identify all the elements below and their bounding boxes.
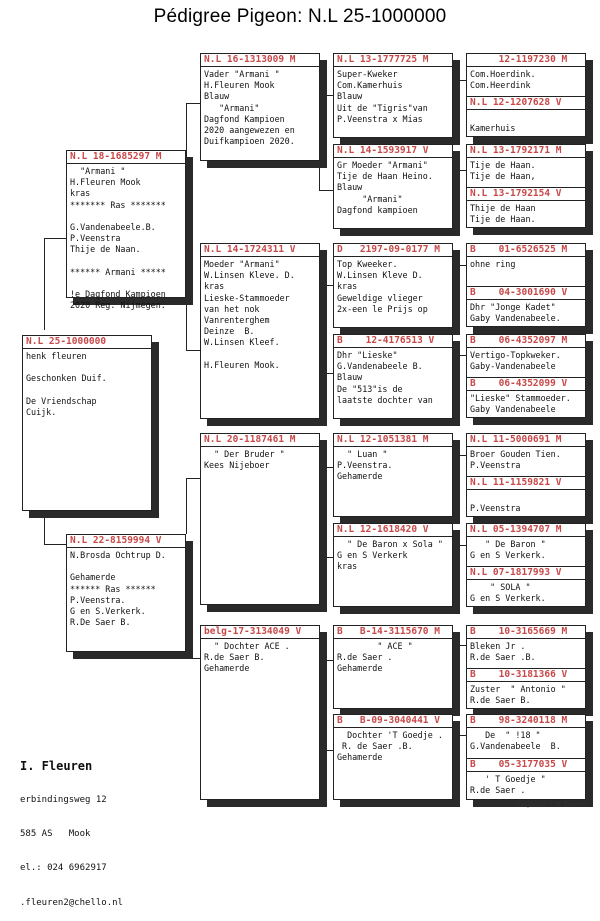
connector xyxy=(452,545,466,546)
text-line: Super-Kweker xyxy=(337,69,398,79)
text-line: G en S Verkerk. xyxy=(470,550,546,561)
footer-credit: Compuclub © H. Fleuren xyxy=(514,800,586,808)
ring-number: N.L 12-1618420 V xyxy=(334,524,452,537)
text-line: Kees Nijeboer xyxy=(204,460,270,471)
ring-number: N.L 07-1817993 V xyxy=(467,567,585,580)
ring-number: N.L 14-1593917 V xyxy=(334,145,452,158)
text-line: " Der Bruder " xyxy=(204,449,285,459)
ring-number: B 12-4176513 V xyxy=(334,335,452,348)
text-line: ****** Ras ****** xyxy=(70,583,156,594)
text-line: P.Veenstra. xyxy=(70,594,126,605)
connector xyxy=(452,170,466,171)
connector xyxy=(452,355,466,356)
ring-number: B 06-4352097 M xyxy=(467,335,585,348)
card-text xyxy=(334,639,452,677)
ggp-pair-card xyxy=(466,243,586,327)
text-line: Geweldige vlieger xyxy=(337,292,423,303)
text-line: Thije de Haan xyxy=(470,203,536,213)
connector xyxy=(186,350,200,351)
text-line: Blauw xyxy=(337,372,363,383)
ring-number: belg-17-3134049 V xyxy=(201,626,319,639)
text-line: De "513"is de xyxy=(337,383,403,394)
ggp-entry xyxy=(467,244,585,286)
connector xyxy=(186,658,200,659)
ggp-card xyxy=(333,433,453,517)
text-line: R.de Saer B. xyxy=(204,652,265,663)
ring-number: N.L 18-1685297 M xyxy=(67,151,185,164)
text-line: " Dochter ACE . xyxy=(204,641,290,651)
text-line: R.de Saer . xyxy=(337,652,393,663)
text-line: kras xyxy=(204,281,225,292)
connector xyxy=(186,290,187,350)
card-text xyxy=(467,639,585,665)
card-text xyxy=(467,67,585,93)
text-line: Cuijk. xyxy=(26,406,57,417)
page-title: Pédigree Pigeon: N.L 25-1000000 xyxy=(153,6,447,27)
text-line: Deinze B. xyxy=(204,326,255,337)
ggp-entry xyxy=(467,758,585,802)
text-line: Kamerhuis xyxy=(470,123,516,134)
connector xyxy=(452,455,466,456)
granddam-paternal-card xyxy=(200,243,320,419)
ring-number: N.L 25-1000000 xyxy=(23,336,151,349)
text-line: H.Fleuren Mook. xyxy=(204,359,280,370)
card-text xyxy=(467,772,585,798)
connector xyxy=(319,190,333,191)
breeder-line: el.: 024 6962917 xyxy=(20,863,107,874)
text-line: ohne ring xyxy=(470,259,516,269)
connector xyxy=(44,238,66,239)
text-line: kras xyxy=(337,561,358,572)
text-line: Gehamerde xyxy=(337,471,383,482)
text-line: Bleken Jr . xyxy=(470,641,526,651)
text-line xyxy=(70,561,182,572)
connector xyxy=(44,544,66,545)
text-line: Com.Heerdink xyxy=(470,80,531,91)
text-line: 2x-een le Prijs op xyxy=(337,303,428,314)
text-line: "Lieske" Stammoeder. xyxy=(470,393,571,403)
card-text xyxy=(467,391,585,417)
granddam-maternal-card xyxy=(200,625,320,800)
card-text xyxy=(467,537,585,563)
ggp-entry xyxy=(467,286,585,329)
card-text xyxy=(201,447,319,473)
card-text xyxy=(201,257,319,373)
ring-number: B 04-3001690 V xyxy=(467,287,585,300)
connector xyxy=(319,285,333,286)
text-line: Tije de Haan Heino. xyxy=(337,171,433,182)
text-line: Vertigo-Topkweker. xyxy=(470,350,561,360)
text-line xyxy=(470,492,582,503)
connector xyxy=(44,510,45,544)
text-line: Dagfond Kampioen xyxy=(204,113,285,124)
ggp-entry xyxy=(467,96,585,139)
text-line: Thije de Naan. xyxy=(70,244,141,255)
text-line: Gehamerde xyxy=(337,752,383,763)
text-line: Gehamerde xyxy=(337,663,383,674)
ggp-entry xyxy=(467,668,585,711)
ring-number: B 10-3181366 V xyxy=(467,669,585,682)
ring-number: D 2197-09-0177 M xyxy=(334,244,452,257)
grandsire-maternal-card xyxy=(200,433,320,605)
ggp-pair-card xyxy=(466,334,586,418)
card-text xyxy=(467,257,585,272)
text-line: " De Baron " xyxy=(470,539,546,549)
text-line: " SOLA " xyxy=(470,582,531,592)
text-line: P.Veenstra xyxy=(70,233,121,244)
ring-number: N.L 12-1051381 M xyxy=(334,434,452,447)
text-line: ****** Armani ***** xyxy=(70,266,166,277)
text-line: N.Brosda Ochtrup D. xyxy=(70,550,166,560)
text-line xyxy=(70,278,182,289)
ggp-pair-card xyxy=(466,144,586,228)
ring-number: N.L 14-1724311 V xyxy=(201,244,319,257)
text-line: " De Baron x Sola " xyxy=(337,539,443,549)
card-text xyxy=(334,67,452,127)
card-text xyxy=(334,537,452,575)
text-line: Dochter 'T Goedje . xyxy=(337,730,443,740)
connector xyxy=(452,735,466,736)
text-line: Vanrenterghem xyxy=(204,315,270,326)
connector xyxy=(319,557,333,558)
text-line: P.Veenstra x Mias xyxy=(337,113,423,124)
text-line: Duifkampioen 2020. xyxy=(204,136,295,147)
text-line: henk fleuren xyxy=(26,351,87,361)
text-line: Gehamerde xyxy=(70,572,116,583)
text-line: R.de Saer .B. xyxy=(470,652,536,663)
ring-number: N.L 13-1777725 M xyxy=(334,54,452,67)
connector xyxy=(186,103,200,104)
ring-number: N.L 13-1792154 V xyxy=(467,188,585,201)
text-line: R.de Saer B. xyxy=(470,695,531,706)
text-line: Com.Kamerhuis xyxy=(337,80,403,91)
ring-number: N.L 20-1187461 M xyxy=(201,434,319,447)
ring-number: N.L 13-1792171 M xyxy=(467,145,585,158)
card-text xyxy=(467,158,585,184)
ring-number: B 10-3165669 M xyxy=(467,626,585,639)
card-text xyxy=(467,580,585,606)
card-text xyxy=(201,639,319,677)
ring-number: B B-14-3115670 M xyxy=(334,626,452,639)
text-line: 2020 Reg. Nijmegen. xyxy=(70,300,166,311)
ring-number: 12-1197230 M xyxy=(467,54,585,67)
connector xyxy=(319,660,333,661)
ring-number: N.L 12-1207628 V xyxy=(467,97,585,110)
text-line: Tije de Haan. xyxy=(470,214,536,225)
text-line: G en S Verkerk. xyxy=(470,593,546,604)
text-line: Uit de "Tigris"van xyxy=(337,102,428,113)
card-text xyxy=(334,728,452,766)
breeder-line: erbindingsweg 12 xyxy=(20,795,107,806)
text-line: " Luan " xyxy=(337,449,388,459)
text-line: Broer Gouden Tien. xyxy=(470,449,561,459)
ggp-entry xyxy=(467,566,585,609)
text-line: "Armani" xyxy=(204,102,260,113)
text-line: "Armani " xyxy=(70,166,126,176)
text-line xyxy=(26,362,148,373)
ring-number: N.L 16-1313009 M xyxy=(201,54,319,67)
text-line: Tije de Haan. xyxy=(470,160,536,170)
text-line: laatste dochter van xyxy=(337,394,433,405)
card-text xyxy=(334,348,452,408)
ring-number: N.L 22-8159994 V xyxy=(67,535,185,548)
text-line: P.Veenstra. xyxy=(337,460,393,471)
card-text xyxy=(467,300,585,326)
card-text xyxy=(334,257,452,317)
text-line: Lieske-Stammoeder xyxy=(204,292,290,303)
card-text xyxy=(334,447,452,485)
text-line: P.Veenstra xyxy=(470,503,521,514)
ring-number: N.L 11-5000691 M xyxy=(467,434,585,447)
ggp-card xyxy=(333,334,453,419)
text-line: Gehamerde xyxy=(204,663,250,674)
connector xyxy=(319,95,333,96)
ring-number: B 05-3177035 V xyxy=(467,759,585,772)
connector xyxy=(319,160,320,190)
ggp-card xyxy=(333,625,453,709)
breeder-line: .fleuren2@chello.nl xyxy=(20,897,123,908)
connector xyxy=(452,645,466,646)
ring-number: N.L 11-1159821 V xyxy=(467,477,585,490)
text-line: Blauw xyxy=(337,91,363,102)
text-line xyxy=(26,385,148,396)
card-text xyxy=(67,164,185,314)
breeder-line: 585 AS Mook xyxy=(20,829,91,840)
text-line xyxy=(70,211,182,222)
ggp-entry xyxy=(467,715,585,758)
connector xyxy=(319,467,333,468)
ggp-pair-card xyxy=(466,625,586,709)
ggp-pair-card xyxy=(466,523,586,607)
text-line: ' T Goedje " xyxy=(470,774,546,784)
ggp-entry xyxy=(467,54,585,96)
card-text xyxy=(467,490,585,516)
sire-card xyxy=(66,150,186,311)
text-line: Vader "Armani " xyxy=(204,69,280,79)
ggp-card xyxy=(333,243,453,328)
text-line: "Armani" xyxy=(337,193,403,204)
card-text xyxy=(467,201,585,227)
text-line: van het nok xyxy=(204,303,260,314)
card-text xyxy=(467,447,585,473)
text-line: ******* Ras ******* xyxy=(70,199,166,210)
text-line: W.Linsen Kleve. D. xyxy=(204,270,295,281)
connector xyxy=(186,103,187,160)
text-line: Gaby Vandenabeele xyxy=(470,404,556,415)
text-line: 2020 aangewezen en xyxy=(204,125,295,136)
ggp-entry xyxy=(467,524,585,566)
text-line xyxy=(70,256,182,267)
text-line: Blauw xyxy=(204,91,230,102)
card-text xyxy=(467,728,585,754)
ggp-entry xyxy=(467,377,585,420)
grandsire-paternal-card xyxy=(200,53,320,161)
text-line: Gaby Vandenabeele. xyxy=(470,313,561,324)
ggp-entry xyxy=(467,187,585,230)
text-line: R. de Saer .B. xyxy=(337,741,413,752)
text-line xyxy=(204,349,316,360)
card-text xyxy=(23,349,151,420)
text-line: R.de Saer . xyxy=(470,785,526,796)
connector xyxy=(186,478,187,534)
ring-number: B 06-4352099 V xyxy=(467,378,585,391)
breeder-name: I. Fleuren xyxy=(20,758,93,773)
text-line: H.Fleuren Mook xyxy=(70,177,141,188)
text-line: Dhr "Lieske" xyxy=(337,350,398,360)
ggp-pair-card xyxy=(466,714,586,800)
text-line: " ACE " xyxy=(337,641,413,651)
ggp-entry xyxy=(467,335,585,377)
text-line: Zuster " Antonio " xyxy=(470,684,566,694)
text-line: Tije de Haan, xyxy=(470,171,536,182)
connector xyxy=(452,265,466,266)
text-line: G.Vandenabeele.B. xyxy=(70,222,156,232)
text-line: Dagfond kampioen xyxy=(337,204,418,215)
ring-number: B B-09-3040441 V xyxy=(334,715,452,728)
text-line: G en S.Verkerk. xyxy=(70,606,146,616)
connector xyxy=(319,373,333,374)
text-line: De " !18 " xyxy=(470,730,541,740)
dam-card xyxy=(66,534,186,652)
text-line: Gaby-Vandenabeele xyxy=(470,361,556,372)
text-line: G en S Verkerk xyxy=(337,550,408,561)
subject-card xyxy=(22,335,152,511)
card-text xyxy=(467,348,585,374)
connector xyxy=(186,478,200,479)
ggp-entry xyxy=(467,434,585,476)
text-line: kras xyxy=(70,188,91,199)
text-line: W.Linsen Kleve D. xyxy=(337,270,423,281)
text-line: Moeder "Armani" xyxy=(204,259,280,269)
text-line: W.Linsen Kleef. xyxy=(204,337,280,348)
text-line: G.Vandenabeele B. xyxy=(337,361,423,372)
text-line xyxy=(470,112,582,123)
text-line: Com.Hoerdink. xyxy=(470,69,536,79)
text-line: R.De Saer B. xyxy=(70,617,131,628)
text-line: Top Kweeker. xyxy=(337,259,398,269)
connector xyxy=(452,80,466,81)
ggp-entry xyxy=(467,476,585,519)
text-line: Gr Moeder "Armani" xyxy=(337,160,428,170)
text-line: G.Vandenabeele B. xyxy=(470,741,561,752)
ring-number: N.L 05-1394707 M xyxy=(467,524,585,537)
text-line: !e Dagfond Kampioen xyxy=(70,289,166,300)
ggp-entry xyxy=(467,145,585,187)
ggp-card xyxy=(333,144,453,229)
text-line: Geschonken Duif. xyxy=(26,373,107,384)
ring-number: B 98-3240118 M xyxy=(467,715,585,728)
card-text xyxy=(67,548,185,630)
connector xyxy=(44,238,45,330)
ggp-pair-card xyxy=(466,53,586,137)
text-line: P.Veenstra xyxy=(470,460,521,471)
breeder-info xyxy=(20,738,123,921)
connector xyxy=(186,586,187,658)
ring-number: B 01-6526525 M xyxy=(467,244,585,257)
text-line: Blauw xyxy=(337,182,363,193)
connector xyxy=(319,750,333,751)
text-line: De Vriendschap xyxy=(26,395,97,406)
card-text xyxy=(467,682,585,708)
ggp-entry xyxy=(467,626,585,668)
card-text xyxy=(334,158,452,218)
card-text xyxy=(467,110,585,136)
ggp-card xyxy=(333,523,453,607)
text-line: H.Fleuren Mook xyxy=(204,80,275,91)
text-line: kras xyxy=(337,281,358,292)
ggp-pair-card xyxy=(466,433,586,517)
ggp-card xyxy=(333,714,453,800)
card-text xyxy=(201,67,319,149)
ggp-card xyxy=(333,53,453,138)
text-line: Dhr "Jonge Kadet" xyxy=(470,302,556,312)
